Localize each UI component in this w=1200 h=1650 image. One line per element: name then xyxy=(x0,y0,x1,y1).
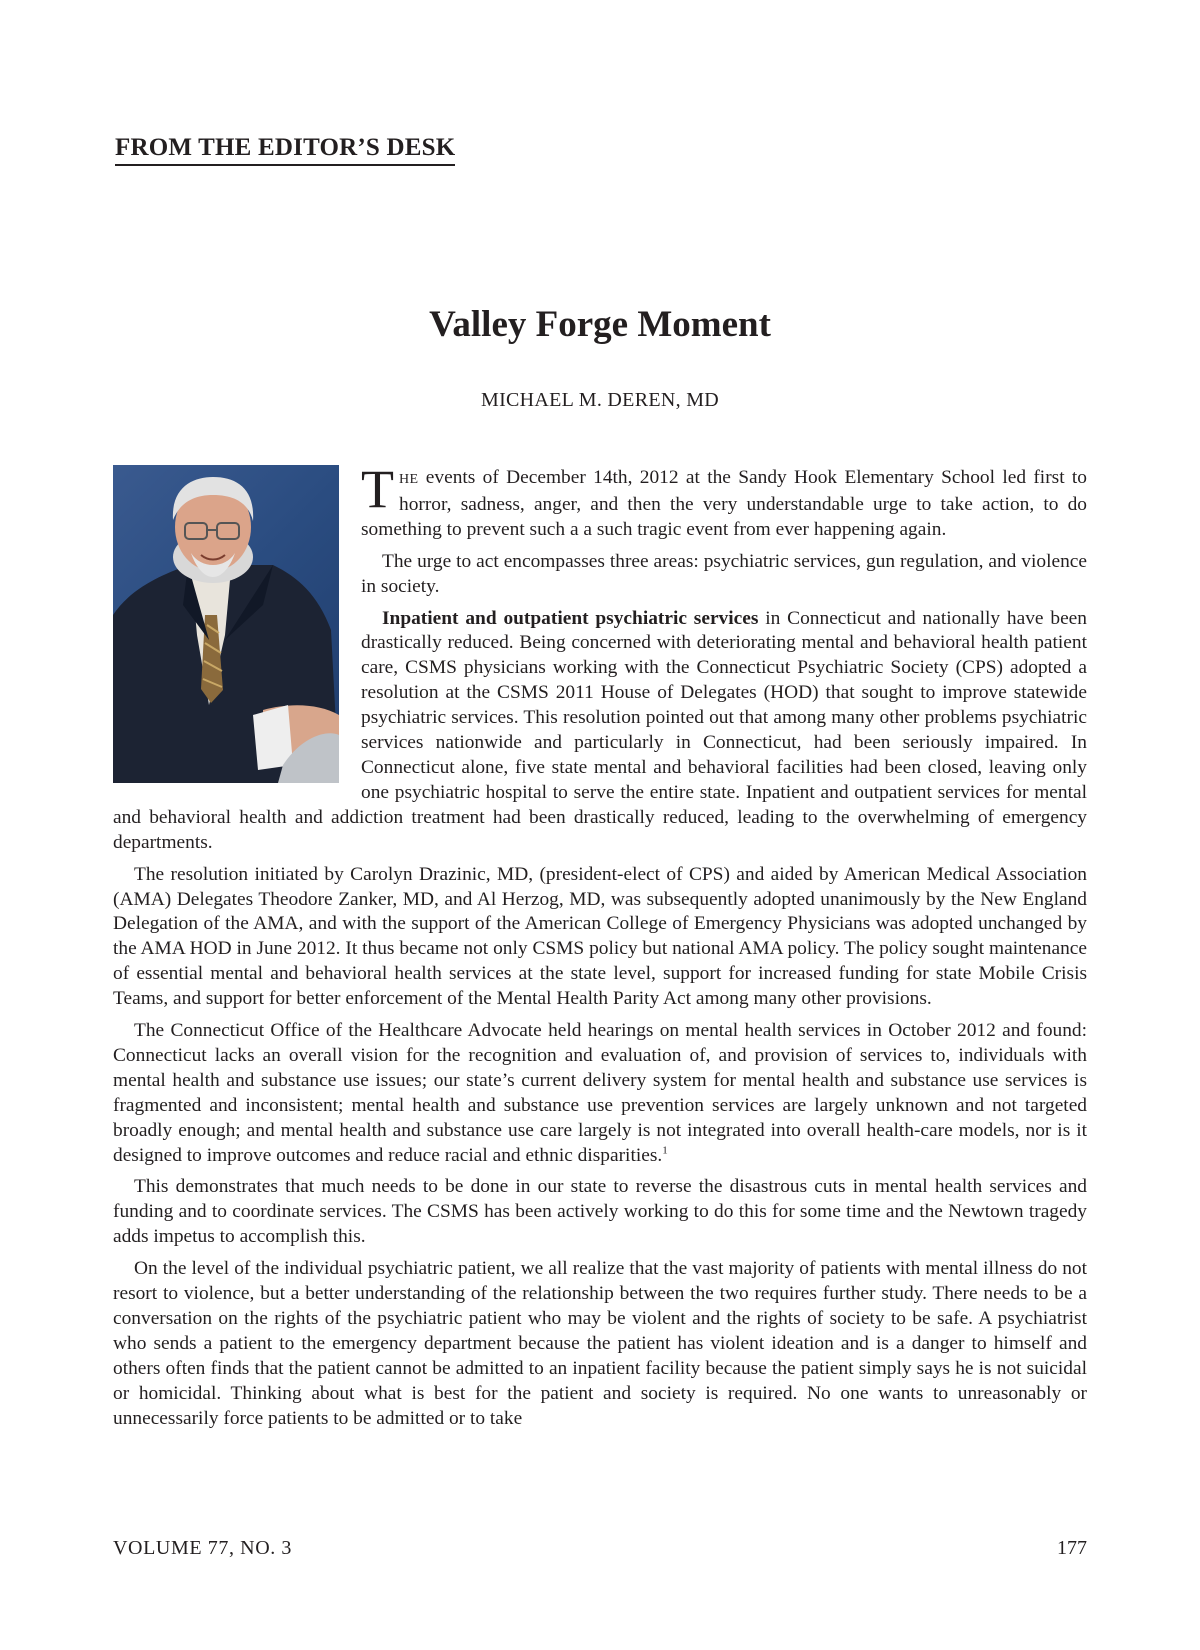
paragraph-5 xyxy=(113,1019,1087,1168)
paragraph-7: On the level of the individual psychiatric patient, we all realize that the vast majority of patients with mental illness do not resort to violence, but a better understanding of the relationship between the two requires further study. There needs to be a conversation on the rights of the psychiatric patient who may be violent and the rights of society to be safe. A psychiatrist who sends a patient to the emergency department because the patient has violent ideation and is a danger to himself and others often finds that the patient cannot be admitted to an inpatient facility because the patient simply says he is not suicidal or homicidal. Thinking about what is best for the patient and society is required. No one wants to unreasonably or unnecessarily force patients to be admitted or to take xyxy=(113,1258,1087,1429)
paragraph-2: The urge to act encompasses three areas: psychiatric services, gun regulation, and violence in society. xyxy=(361,550,1087,597)
drop-cap: T xyxy=(361,459,394,519)
lead-smallcaps: HE xyxy=(399,472,419,487)
volume-info: VOLUME 77, NO. 3 xyxy=(113,1537,293,1559)
paragraph-4: The resolution initiated by Carolyn Drazinic, MD, (president-elect of CPS) and aided by American Medical Association (AMA) Delegates Theodore Zanker, MD, and Al Herzog, MD, was subsequently adopted unanimously by the New England Delegation of the AMA, and with the support of the American College of Emergency Physicians was adopted unchanged by the AMA HOD in June 2012. It thus became not only CSMS policy but national AMA policy. The policy sought maintenance of essential mental and behavioral health services at the state level, support for increased funding for state Mobile Crisis Teams, and support for better enforcement of the Mental Health Parity Act among many other provisions. xyxy=(113,863,1087,1010)
paragraph-6: This demonstrates that much needs to be done in our state to reverse the disastrous cuts in mental health services and funding and to coordinate services. The CSMS has been actively working to do this for some time and the Newtown tragedy adds impetus to accomplish this. xyxy=(113,1176,1087,1248)
author-photo xyxy=(113,465,339,783)
section-label: FROM THE EDITOR’S DESK xyxy=(115,133,455,166)
article-title: Valley Forge Moment xyxy=(429,304,771,345)
article-body xyxy=(113,459,1087,1439)
paragraph-3-lead: Inpatient and outpatient psychiatric services xyxy=(382,607,759,629)
author-portrait-icon xyxy=(113,465,339,783)
paragraph-1-text: events of December 14th, 2012 at the Sandy Hook Elementary School led first to horror, sadness, anger, and then the very understandable urge to take action, to do something to prevent such a a such tragic event from ever happening again. xyxy=(361,467,1087,540)
page-number: 177 xyxy=(1057,1537,1087,1559)
author-byline: MICHAEL M. DEREN, MD xyxy=(480,389,720,411)
footnote-marker: 1 xyxy=(662,1144,668,1157)
paragraph-5-text: The Connecticut Office of the Healthcare Advocate held hearings on mental health services in October 2012 and found: Connecticut lacks an overall vision for the recognition and evaluation of, and provision of services to, individuals with mental health and substance use issues; our state’s current delivery system for mental health and substance use services is fragmented and inconsistent; mental health and substance use prevention services are largely unknown and not targeted broadly enough; and mental health and substance use care largely is not integrated into overall health-care models, nor is it designed to improve outcomes and reduce racial and ethnic disparities. xyxy=(113,1020,1087,1166)
paragraph-3-text: in Connecticut and nationally have been drastically reduced. Being concerned with deteriorating mental and behavioral health patient care, CSMS physicians working with the Connecticut Psychiatric Society (CPS) adopted a resolution at the CSMS 2011 House of Delegates (HOD) that sought to improve statewide psychiatric services. This resolution pointed out that among many other problems psychiatric services nationwide and particularly in Connecticut, had been seriously impaired. In Connecticut alone, five state mental and behavioral facilities had been closed, leaving only one psychiatric hospital to serve the entire state. Inpatient and outpatient services for mental and behavioral health and addiction treatment had been drastically reduced, leading to the overwhelming of emergency departments. xyxy=(113,607,1087,853)
